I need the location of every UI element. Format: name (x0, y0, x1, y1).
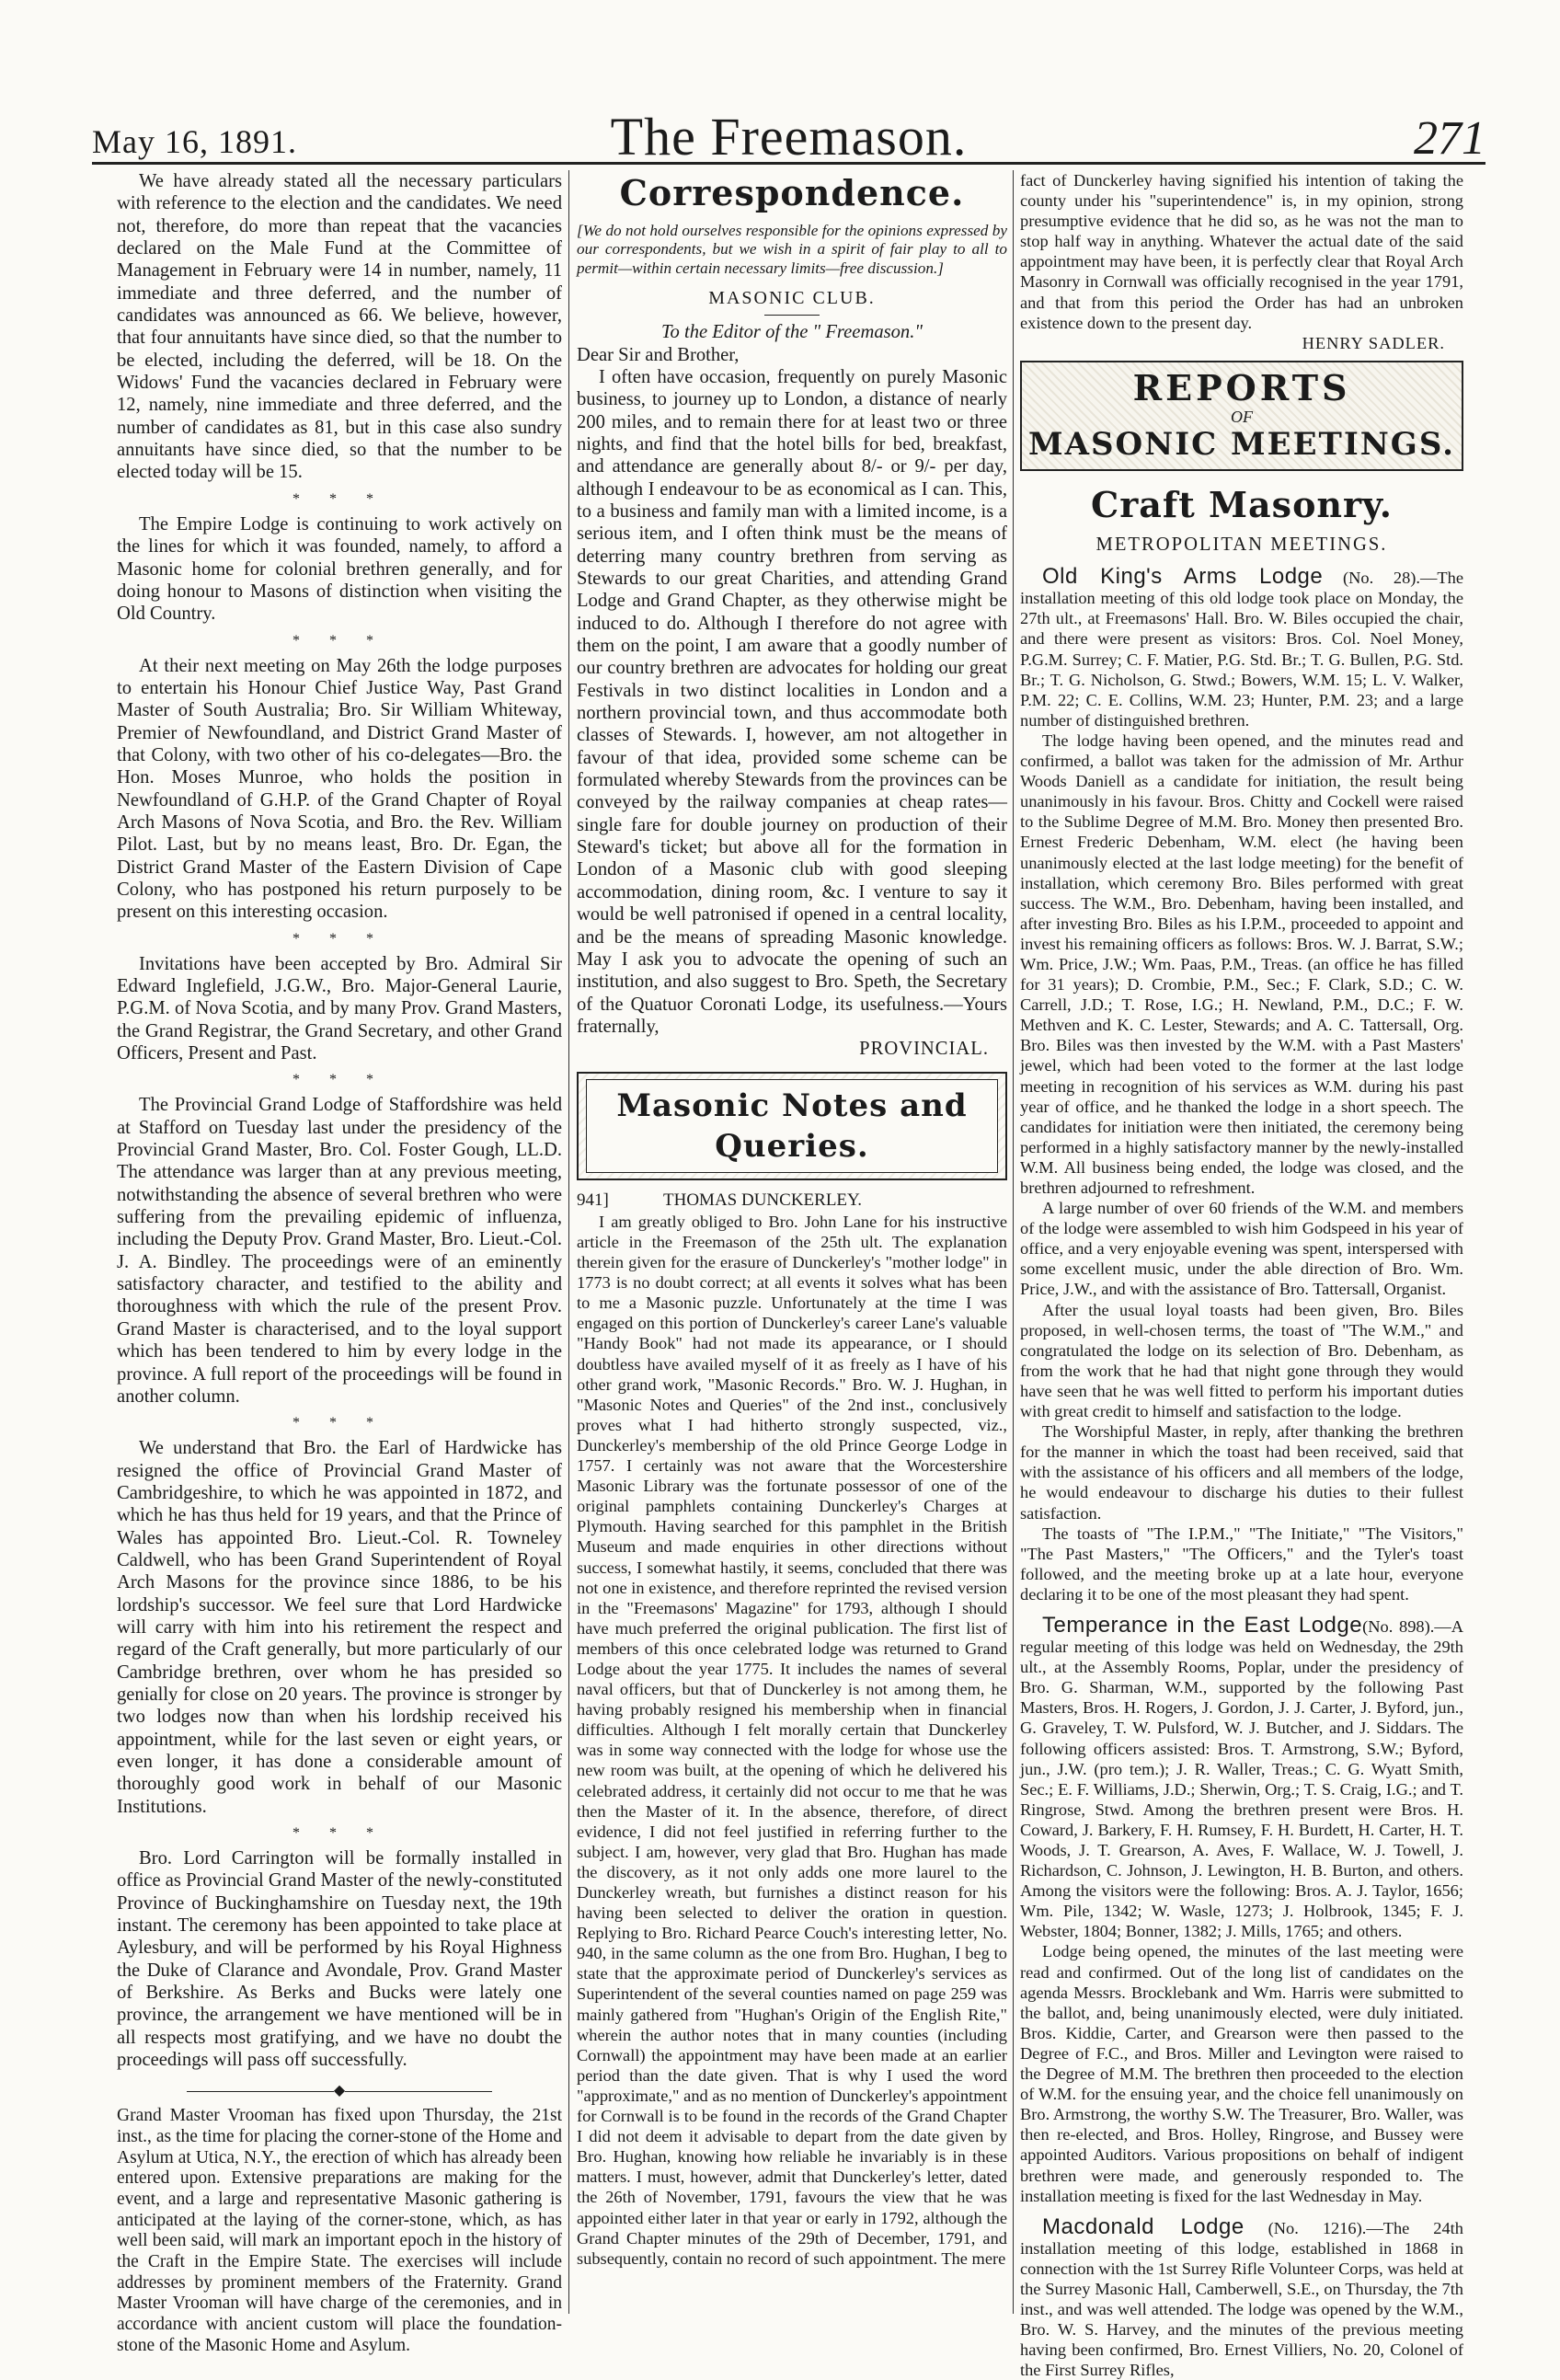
lodge-number: (No. 1216). (1268, 2218, 1367, 2237)
lodge-number: (No. 28). (1342, 569, 1421, 588)
article-paragraph: Invitations have been accepted by Bro. Admiral Sir Edward Inglefield, J.G.W., Bro. Major-General Laurie, P.G.M. of Nova Scotia, and by many Prov. Grand Masters, the Grand Registrar, the Grand Secretary, and other Grand Officers, Present and Past. (117, 953, 562, 1064)
letter-body: I often have occasion, frequently on purely Masonic business, to journey up to London, a distance of nearly 200 miles, and to remain there for at least two or three nights, and find that the hotel bills for bed, breakfast, and attendance are generally about 8/- or 9/- per day, although I endeavour to be as economical as I can. This, to a business and family man with a limited income, is a serious item, and I often think must be the means of deterring many country brethren from serving as Stewards to our great Charities, and attending Grand Lodge and Grand Chapter, as they otherwise might be induced to do. Although I therefore do not agree with them on the point, I am aware that a goodly number of our country brethren are advocates for holding our great Festivals in two distinct localities in London and a northern provincial town, and thus accommodate both classes of Stewards. I, however, am not altogether in favour of that idea, provided some scheme can be formulated whereby Stewards from the provinces can be conveyed by the railway companies at cheap rates—single fare for double journey on production of their Steward's ticket; but above all for the formation in London of a Masonic club with good sleeping accommodation, dining room, &c. I venture to say it would be well patronised if opened in a central locality, and be the means of spreading Masonic knowledge. May I ask you to advocate the opening of such an institution, and also suggest to Bro. Speth, the Secretary of the Quatuor Coronati Lodge, its usefulness.—Yours fraternally, (577, 366, 1007, 1037)
lodge-number: (No. 898). (1362, 1616, 1435, 1636)
report-text: Lodge being opened, the minutes of the last meeting were read and confirmed. Out of the long list of candidates on the agenda Messrs. Brocklebank and Wm. Harris were submitted to the ballot, and, being unanimously elected, were duly initiated. Bros. Kiddie, Carter, and Grearson were then passed to the Degree of F.C., and Bros. Miller and Levington were raised to the Degree of M.M. The brethren then proceeded to the election of W.M. for the ensuing year, and the choice fell unanimously on Bro. Armstrong, the worthy S.W. The Treasurer, Bro. Waller, was then re-elected, and Bros. Holley, Ringrose, and Bussey were appointed Auditors. Various propositions on behalf of indigent brethren were made, and generously responded to. The installation meeting is fixed for the last Wednesday in May. (1020, 1942, 1463, 2205)
editorial-note: [We do not hold ourselves responsible for the opinions expressed by our correspondents, but we wish in a spirit of fair play to all to permit—within certain necessary limits—free discussion.] (577, 222, 1007, 277)
column-left (117, 170, 563, 2355)
report-text: —A regular meeting of this lodge was held on Wednesday, the 29th ult., at the Assembly Rooms, Poplar, under the presidency of Bro. G. Sharman, W.M., supported by the following Past Masters, Bros. H. Rogers, J. Gordon, J. J. Carter, J. Byford, jun., G. Graveley, T. W. Pulsford, W. J. Butcher, and J. Siddars. The following officers assisted: Bros. T. Armstrong, S.W.; Byford, jun., J.W. (pro tem.); J. R. Waller, Treas.; C. G. Wyatt Smith, Sec.; E. F. Williams, J.D.; Sherwin, Org.; T. S. Craig, I.G.; and T. Ringrose, Stwd. Among the brethren present were Bros. H. Coward, J. Barkery, F. H. Rumsey, F. H. Burdett, H. Carter, H. T. Woods, J. T. Grearson, A. Aves, F. Wallace, W. J. Towell, J. Richardson, C. Johnson, J. Lewington, H. B. Burton, and others. Among the visitors were the following: Bros. A. J. Taylor, 1656; Wm. Pile, 1342; W. Wasle, 1273; J. Holbrook, 1345; F. J. Webster, 1804; Bonner, 1382; J. Mills, 1765; and others. (1020, 1616, 1464, 1941)
letter-continuation: fact of Dunckerley having signified his intention of taking the county under his "superintendence" is, in my opinion, strong presumptive evidence that he did so, as he was not the man to stop half way in anything. Whatever the actual date of the said appointment may have been, it is perfectly clear that Royal Arch Masonry in Cornwall was officially recognised in the year 1791, and that from this period the Order has had an unbroken existence down to the present day. (1020, 171, 1463, 332)
column-rule-2 (1013, 170, 1014, 2314)
column-rule-1 (568, 170, 569, 2314)
reports-word: REPORTS (1132, 366, 1351, 408)
report-text: The toasts of "The I.P.M.," "The Initiate," "The Visitors," "The Past Masters," "The Officers," and the Tyler's toast followed, and the meeting broke up at a late hour, everyone declaring it to be one of the most pleasant they had spent. (1020, 1523, 1463, 1604)
letter-addressee: To the Editor of the " Freemason." (660, 322, 923, 343)
report-text: —The 24th installation meeting of this lodge, established in 1868 in connection with the 1st Surrey Rifle Volunteer Corps, was held at the Surrey Masonic Hall, Camberwell, S.E., on Thursday, the 7th inst., and was well attended. The lodge was opened by the W.M., Bro. W. S. Harvey, and the minutes of the previous meeting having been confirmed, Bro. Ernest Villiers, No. 20, Colonel of the First Surrey Rifles, (1020, 2218, 1463, 2380)
ornament-divider: ◆ (117, 2084, 562, 2098)
short-rule (764, 315, 820, 316)
letter-signature: HENRY SADLER. (1302, 333, 1445, 352)
correspondence-heading: Correspondence. (619, 172, 965, 213)
letter-title: MASONIC CLUB. (708, 287, 876, 308)
report-text: A large number of over 60 friends of the W.M. and members of the lodge were assembled to wish him Godspeed in his year of office, and a very enjoyable evening was spent, interspersed with some excellent music, under the able direction of Bro. Wm. Price, J.W., and with the assistance of Bro. Tattersall, Organist. (1020, 1199, 1463, 1299)
article-paragraph: The Empire Lodge is continuing to work actively on the lines for which it was founded, namely, to afford a Masonic home for colonial brethren generally, and for doing honour to Masons of distinction when visiting the Old Country. (117, 513, 562, 625)
article-paragraph: Grand Master Vrooman has fixed upon Thursday, the 21st inst., as the time for placing the corner-stone of the Home and Asylum at Utica, N.Y., the erection of which has already been entered upon. Extensive preparations are making for the event, and a large and representative Masonic gathering is anticipated at the laying of the corner-stone, which, as has well been said, will mark an important epoch in the history of the Craft in the Empire State. The exercises will include addresses by prominent members of the Fraternity. Grand Master Vrooman will have charge of the ceremonies, and in accordance with ancient custom will place the foundation-stone of the Masonic Home and Asylum. (117, 2106, 562, 2355)
section-stars: * * * (292, 930, 386, 947)
newspaper-title: The Freemason. (610, 107, 968, 167)
masthead (92, 106, 1485, 167)
report-text: —The installation meeting of this old lodge took place on Monday, the 27th ult., at Freemasons' Hall. Bro. W. Biles occupied the chair, and there were present as visitors: Bros. Col. Noel Money, P.G.M. Surrey; C. F. Matier, P.G. Std. Br.; T. G. Bullen, P.G. Std. Br.; T. G. Nicholson, G. Stwd.; Bowers, W.M. 15; L. V. Walker, P.M. 22; C. E. Collins, W.M. 23; Hunter, P.M. 23; and a large number of distinguished brethren. (1020, 569, 1463, 730)
lodge-name: Macdonald Lodge (1042, 2213, 1245, 2239)
metropolitan-heading: METROPOLITAN MEETINGS. (1095, 534, 1388, 555)
lodge-name: Temperance in the East Lodge (1042, 1612, 1363, 1638)
report-text: The lodge having been opened, and the minutes read and confirmed, a ballot was taken for the admission of Mr. Arthur Woods Daniell as a candidate for initiation, the result being unanimously in his favour. Bros. Chitty and Cockell were raised to the Sublime Degree of M.M. Bro. Money then presented Bro. Ernest Frederic Debenham, W.M. elect (he having been unanimously elected at the last lodge meeting) for the benefit of installation, which ceremony Bro. Biles performed with great success. The W.M., Bro. Debenham, having been installed, and after investing Bro. Biles as his I.P.M., proceeded to appoint and invest his remaining officers as follows: Bros. W. J. Barrat, S.W.; Wm. Price, J.W.; Wm. Paas, P.M., Treas. (an office he has filled for 31 years); D. Crombie, P.M., Sec.; F. Clark, S.D.; C. W. Carrell, J.D.; T. Rose, I.G.; H. Newland, P.M., D.C.; F. W. Methven and K. C. Lester, Stewards; and A. C. Tattersall, Org. Bro. Biles was then invested by the W.M. with a Past Masters' jewel, which had been voted to the former at the last lodge meeting in recognition of his services as W.M. during his past year of office, and he thanked the lodge in a short speech. The candidates for initiation were then initiated, the ceremony being performed in a highly satisfactory manner by the newly-installed W.M. All business being ended, the lodge was closed, and the brethren adjourned to refreshment. (1020, 730, 1463, 1197)
section-stars: * * * (292, 490, 386, 507)
issue-date: May 16, 1891. (92, 123, 297, 160)
query-number: 941] (577, 1190, 609, 1210)
banner-title: Masonic Notes and Queries. (586, 1079, 998, 1173)
letter-signature: PROVINCIAL. (859, 1039, 989, 1060)
column-middle (577, 170, 1007, 2314)
page-number: 271 (1414, 112, 1485, 165)
query-title: THOMAS DUNCKERLEY. (663, 1190, 863, 1210)
lodge-report-temperance-in-the-east (1020, 1612, 1464, 2206)
section-stars: * * * (292, 1825, 386, 1842)
lodge-report-macdonald (1020, 2213, 1463, 2380)
query-header (577, 1190, 1007, 1212)
report-text: After the usual loyal toasts had been given, Bro. Biles proposed, in well-chosen terms, the toast of "The W.M.," and congratulated the lodge on its selection of Bro. Debenham, as from the work that he had that night gone through they would have seen that he was well fitted to perform his important duties with great credit to himself and satisfaction to the lodge. (1020, 1300, 1463, 1421)
article-paragraph: We understand that Bro. the Earl of Hardwicke has resigned the office of Provincial Grand Master of Cambridgeshire, to which he was appointed in 1872, and which he has thus held for 19 years, and that the Prince of Wales has appointed Bro. Lieut.-Col. R. Towneley Caldwell, who has been Grand Superintendent of Royal Arch Masons for the province since 1886, to be his lordship's successor. We feel sure that Lord Hardwicke will carry with him into his retirement the respect and regard of the Craft generally, but more particularly of our Cambridge brethren, over whom he has presided so genially for close on 20 years. The province is stronger by two lodges now than when his lordship received his appointment, while for the last seven or eight years, or even longer, it has done a considerable amount of thoroughly good work in behalf of our Masonic Institutions. (117, 1438, 562, 1817)
article-paragraph: At their next meeting on May 26th the lodge purposes to entertain his Honour Chief Justice Way, Past Grand Master of South Australia; Bro. Sir William Whiteway, Premier of Newfoundland, and District Grand Master of that Colony, with two other of his co-delegates—Bro. the Hon. Moses Munroe, who holds the position in Newfoundland of G.H.P. of the Grand Chapter of Royal Arch Masons of Nova Scotia, and Bro. the Rev. William Pilot. Last, but by no means least, Bro. Dr. Egan, the District Grand Master of the Eastern Division of Cape Colony, who has postponed his return purposely to be present on this interesting occasion. (117, 655, 562, 923)
lodge-name: Old King's Arms Lodge (1042, 564, 1324, 590)
section-stars: * * * (292, 632, 386, 649)
lodge-report-old-kings-arms (1020, 564, 1463, 1604)
craft-masonry-heading: Craft Masonry. (1090, 483, 1394, 525)
column-right (1020, 170, 1464, 2380)
notes-queries-banner (577, 1072, 1007, 1180)
query-body: I am greatly obliged to Bro. John Lane for his instructive article in the Freemason of the 25th ult. The explanation therein given for the erasure of Dunckerley's "mother lodge" in 1773 is no doubt correct; at all events it solves what has been to me a Masonic puzzle. Unfortunately at the time I was engaged on this portion of Dunckerley's career Lane's valuable "Handy Book" had not made its appearance, or I should doubtless have availed myself of it as freely as I have of his other grand work, "Masonic Records." Bro. W. J. Hughan, in "Masonic Notes and Queries" of the 2nd inst., conclusively proves what I had hitherto strongly suspected, viz., Dunckerley's membership of the old Prince George Lodge in 1757. I certainly was not aware that the Worcestershire Masonic Library was the fortunate possessor of one of the original pamphlets containing Dunckerley's Charges at Plymouth. Having searched for this pamphlet in the British Museum and made enquiries in other directions without success, I somewhat hastily, it seems, concluded that there was not one in existence, and therefore reprinted the revised version in the "Freemasons' Magazine" for 1793, although I should have much preferred the original publication. The first list of members of this once celebrated lodge was returned to Grand Lodge about the year 1775. It includes the names of several naval officers, but that of Dunckerley is not among them, he having probably resigned his membership when in financial difficulties. Although I felt morally certain that Dunckerley was in some way connected with the lodge for whose use the new room was built, at the opening of which he delivered his celebrated address, it certainly did not occur to me that he was then the Master of it. In the absence, therefore, of direct evidence, I did not feel justified in referring further to the subject. I am, however, very glad that Bro. Hughan has made the discovery, as it not only adds one more laurel to the Dunckerley wreath, but furnishes a distinct reason for his having been selected to deliver the oration in question. Replying to Bro. Richard Pearce Couch's interesting letter, No. 940, in the same column as the one from Bro. Hughan, I beg to state that the approximate period of Dunckerley's services as Superintendent of the several counties named on page 259 was mainly gathered from "Hughan's Origin of the English Rite," wherein the author notes that in many counties (including Cornwall) the appointment may have been made at an earlier period than the date given. That is why I used the word "approximate," and as no mention of Dunckerley's appointment for Cornwall is to be found in the records of the Grand Chapter I did not deem it advisable to depart from the date given by Bro. Hughan, knowing how reliable he invariably is in these matters. I must, however, admit that Dunckerley's letter, dated the 26th of November, 1791, favours the view that he was appointed either later in that year or early in 1792, although the Grand Chapter minutes of the 29th of December, 1791, and subsequently, contain no record of such appointment. The mere (577, 1212, 1007, 2268)
section-stars: * * * (292, 1072, 386, 1088)
article-paragraph: Bro. Lord Carrington will be formally installed in office as Provincial Grand Master of the newly-constituted Province of Buckinghamshire on Tuesday next, the 19th instant. The ceremony has been appointed to take place at Aylesbury, and will be performed by his Royal Highness the Duke of Clarance and Avondale, Prov. Grand Master of Berkshire. As Berks and Bucks were lately one province, the arrangement we have mentioned will be in all respects most gratifying, and we have no doubt the proceedings will pass off successfully. (117, 1848, 563, 2071)
reports-banner (1020, 361, 1463, 471)
reports-of: OF (1231, 407, 1253, 426)
report-text: The Worshipful Master, in reply, after thanking the brethren for the manner in which the toast had been received, said that with the assistance of his officers and all members of the lodge, he would endeavour to discharge his duties to their fullest satisfaction. (1020, 1422, 1463, 1523)
masthead-rule (92, 162, 1485, 165)
reports-subtitle: MASONIC MEETINGS. (1027, 425, 1456, 463)
letter-salutation: Dear Sir and Brother, (577, 344, 740, 365)
article-paragraph: The Provincial Grand Lodge of Staffordshire was held at Stafford on Tuesday last under the presidency of the Provincial Grand Master, Bro. Col. Foster Gough, LL.D. The attendance was larger than at any previous meeting, notwithstanding the absence of several brethren who were suffering from the prevailing epidemic of influenza, including the Deputy Prov. Grand Master, Bro. Lieut.-Col. J. A. Bindley. The proceedings were of an eminently satisfactory character, and testified to the ability and thoroughness with which the rule of the present Prov. Grand Master is characterised, and to the loyal support which has been tendered to him by every lodge in the province. A full report of the proceedings will be found in another column. (117, 1095, 562, 1407)
article-paragraph: We have already stated all the necessary particulars with reference to the election and the candidates. We need not, therefore, do more than repeat that the vacancies declared on the Male Fund at the Committee of Management in February were 14 in number, namely, 11 immediate and three deferred, and the number of candidates was announced as 66. We believe, however, that four annuitants have since died, so that the number to be elected, including the deferred, will be 18. On the Widows' Fund the vacancies declared in February were 12, namely, nine immediate and three deferred, and the number of candidates as 81, but in this case also sundry annuitants have since died, so that the number to be elected today will be 15. (117, 171, 562, 483)
section-stars: * * * (292, 1415, 386, 1431)
